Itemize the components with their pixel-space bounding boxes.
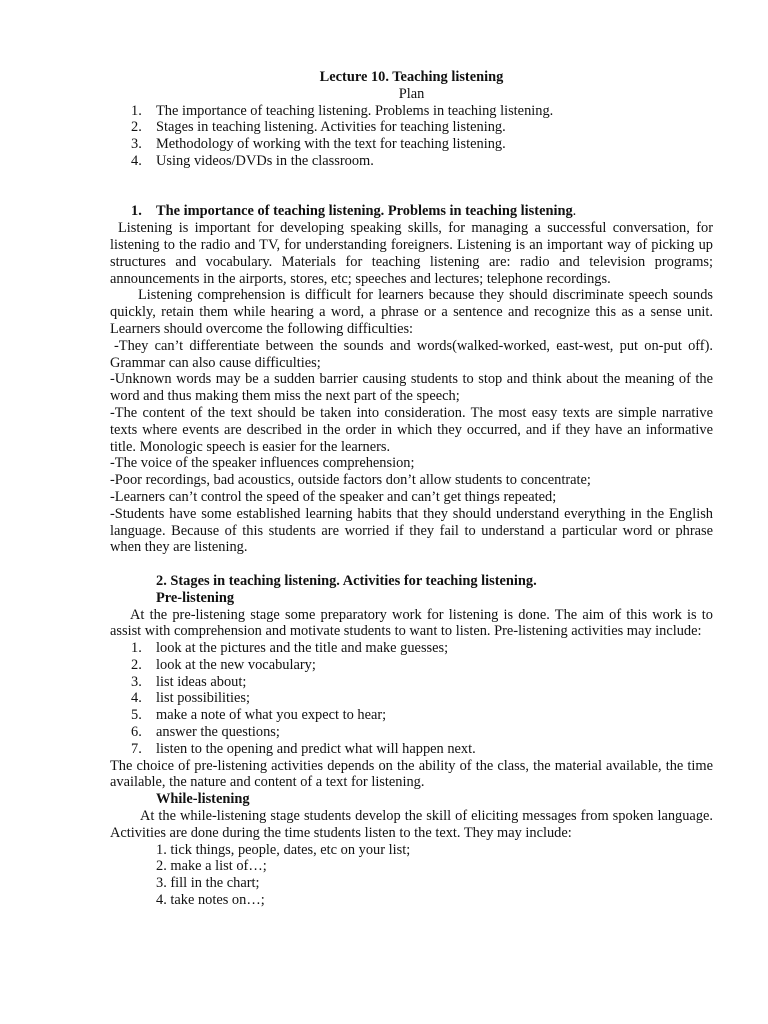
- pre-listening-summary: The choice of pre-listening activities depends on the ability of the class, the material available, the time available, the nature and content of a text for listening.: [110, 757, 713, 791]
- plan-item: [110, 103, 713, 120]
- plan-item-text: Using videos/DVDs in the classroom.: [156, 152, 374, 169]
- plan-item-number: 3.: [131, 136, 142, 153]
- list-item-text: list possibilities;: [156, 690, 250, 707]
- spacer: [110, 170, 713, 204]
- while-listening-list: [110, 842, 713, 909]
- list-item: [110, 674, 713, 691]
- plan-list: [110, 103, 713, 170]
- list-item-number: 2.: [131, 656, 142, 673]
- list-item-number: 5.: [131, 707, 142, 724]
- list-item-number: 3.: [131, 673, 142, 690]
- difficulty-item: -The content of the text should be taken into consideration. The most easy texts are simple narrative texts where events are described in the order in which they occurred, and if they have an informative title. Monologic speech is easier for the learners.: [110, 404, 713, 455]
- plan-item-number: 2.: [131, 119, 142, 136]
- plan-item-text: The importance of teaching listening. Problems in teaching listening.: [156, 102, 554, 119]
- plan-item-text: Methodology of working with the text for teaching listening.: [156, 136, 506, 153]
- while-listening-heading: While-listening: [156, 791, 250, 808]
- list-item: 2. make a list of…;: [156, 858, 267, 875]
- section2-heading: 2. Stages in teaching listening. Activities for teaching listening.: [156, 572, 537, 589]
- list-item: [110, 724, 713, 741]
- difficulty-item: -Unknown words may be a sudden barrier causing students to stop and think about the meaning of the word and thus making them miss the next part of the speech;: [110, 371, 713, 405]
- plan-item-number: 1.: [131, 102, 142, 119]
- list-item-text: look at the pictures and the title and make guesses;: [156, 640, 449, 657]
- section1-number: 1.: [131, 203, 142, 220]
- list-item-text: look at the new vocabulary;: [156, 656, 316, 673]
- difficulty-item: -They can’t differentiate between the sounds and words(walked-worked, east-west, put on-put off). Grammar can also cause difficulties;: [110, 337, 713, 371]
- list-item: [110, 707, 713, 724]
- plan-item: [110, 119, 713, 136]
- pre-listening-paragraph: At the pre-listening stage some preparatory work for listening is done. The aim of this work is to assist with comprehension and motivate students to want to listen. Pre-listening activities may include:: [110, 606, 713, 640]
- plan-label: Plan: [398, 85, 425, 102]
- difficulty-item: -The voice of the speaker influences comprehension;: [110, 455, 415, 472]
- plan-item-text: Stages in teaching listening. Activities for teaching listening.: [156, 119, 506, 136]
- list-item: [110, 741, 713, 758]
- list-item-number: 1.: [131, 640, 142, 657]
- list-item-text: list ideas about;: [156, 673, 247, 690]
- list-item: [110, 657, 713, 674]
- difficulty-item: -Learners can’t control the speed of the speaker and can’t get things repeated;: [110, 488, 557, 505]
- section1-paragraph: Listening is important for developing speaking skills, for managing a successful conversation, for listening to the radio and TV, for understanding foreigners. Listening is an important way of picking up structures and vocabulary. Materials for teaching listening are: radio and television programs; announcements in the airports, stores, etc; speeches and lectures; telephone recordings.: [110, 220, 713, 287]
- list-item: [110, 690, 713, 707]
- spacer: [110, 556, 713, 573]
- lecture-title: Lecture 10. Teaching listening: [319, 69, 504, 85]
- pre-listening-heading: Pre-listening: [156, 589, 235, 606]
- list-item-text: listen to the opening and predict what will happen next.: [156, 740, 476, 757]
- list-item-text: make a note of what you expect to hear;: [156, 707, 387, 724]
- list-item-number: 7.: [131, 740, 142, 757]
- list-item-text: answer the questions;: [156, 724, 280, 741]
- section1-paragraph: Listening comprehension is difficult for learners because they should discriminate speech sounds quickly, retain them while hearing a word, a phrase or a sentence and recognize this as a sense unit. Learners should overcome the following difficulties:: [110, 287, 713, 337]
- section1-heading: [110, 203, 713, 220]
- document-page: [110, 69, 713, 909]
- list-item-number: 6.: [131, 724, 142, 741]
- section1-heading-text: The importance of teaching listening. Problems in teaching listening: [156, 203, 573, 220]
- difficulty-item: -Students have some established learning habits that they should understand everything in the English language. Because of this students are worried if they fail to understand a particular word or phrase when they are listening.: [110, 505, 713, 556]
- section1-heading-tail: .: [572, 203, 577, 220]
- while-listening-paragraph: At the while-listening stage students develop the skill of eliciting messages from spoken language. Activities are done during the time students listen to the text. They may include:: [110, 808, 713, 841]
- list-item: [110, 640, 713, 657]
- list-item: 1. tick things, people, dates, etc on your list;: [156, 841, 411, 858]
- pre-listening-list: [110, 640, 713, 758]
- difficulty-item: -Poor recordings, bad acoustics, outside factors don’t allow students to concentrate;: [110, 472, 591, 489]
- list-item-number: 4.: [131, 690, 142, 707]
- list-item: 3. fill in the chart;: [156, 875, 260, 892]
- plan-item: [110, 136, 713, 153]
- list-item: 4. take notes on…;: [156, 892, 265, 909]
- plan-item: [110, 153, 713, 170]
- plan-item-number: 4.: [131, 152, 142, 169]
